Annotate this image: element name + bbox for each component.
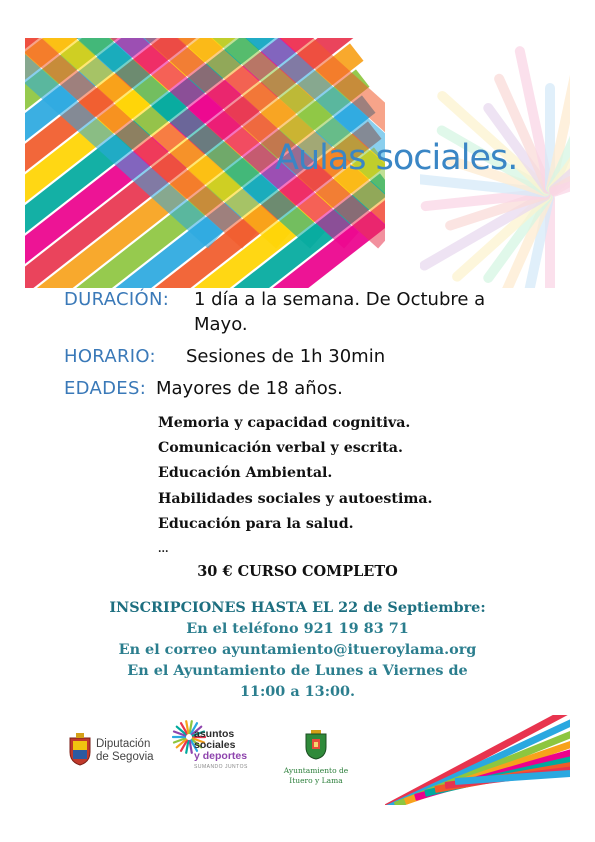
detail-label: EDADES: [64,378,147,399]
detail-value: Mayores de 18 años. [156,378,343,399]
registration-hours: 11:00 a 13:00. [239,683,356,700]
diputacion-shield-icon [68,732,92,766]
detail-value-cont: Mayo. [194,314,248,335]
diputacion-line2: de Segovia [96,751,154,763]
detail-horario [64,346,386,367]
list-item-ellipsis: ... [158,544,169,556]
ayuntamiento-shield-icon [305,730,327,760]
registration-office: En el Ayuntamiento de Lunes a Viernes de [127,662,468,679]
list-item: Memoria y capacidad cognitiva. [158,415,411,431]
detail-value: Sesiones de 1h 30min [186,346,386,367]
list-item: Educación para la salud. [158,515,354,532]
price-text: 30 € CURSO COMPLETO [197,563,398,580]
ayuntamiento-line2: Ituero y Lama [289,776,343,785]
registration-phone: En el teléfono 921 19 83 71 [186,620,409,637]
decorative-stripes-bottom-right [385,715,570,805]
asuntos-line4: SUMANDO JUNTOS [194,764,248,770]
list-item: Educación Ambiental. [158,465,333,482]
detail-duracion [64,289,486,310]
list-item: Comunicación verbal y escrita. [158,440,403,457]
detail-label: HORARIO: [64,346,156,367]
registration-heading: INSCRIPCIONES HASTA EL 22 de Septiembre: [109,599,486,616]
page-title: Aulas sociales. [275,138,518,178]
list-item: Habilidades sociales y autoestima. [158,490,433,507]
detail-edades [64,378,343,399]
detail-value: 1 día a la semana. De Octubre a [194,289,486,310]
registration-email: En el correo ayuntamiento@itueroylama.org [118,641,477,658]
asuntos-line3: y deportes [194,750,248,762]
asuntos-line1: asuntos [194,728,235,740]
topic-list [158,411,433,562]
registration-block [0,597,595,702]
asuntos-line2: sociales [194,739,236,751]
diputacion-line1: Diputación [96,738,151,750]
ayuntamiento-line1: Ayuntamiento de [283,766,349,775]
detail-label: DURACIÓN: [64,289,170,310]
